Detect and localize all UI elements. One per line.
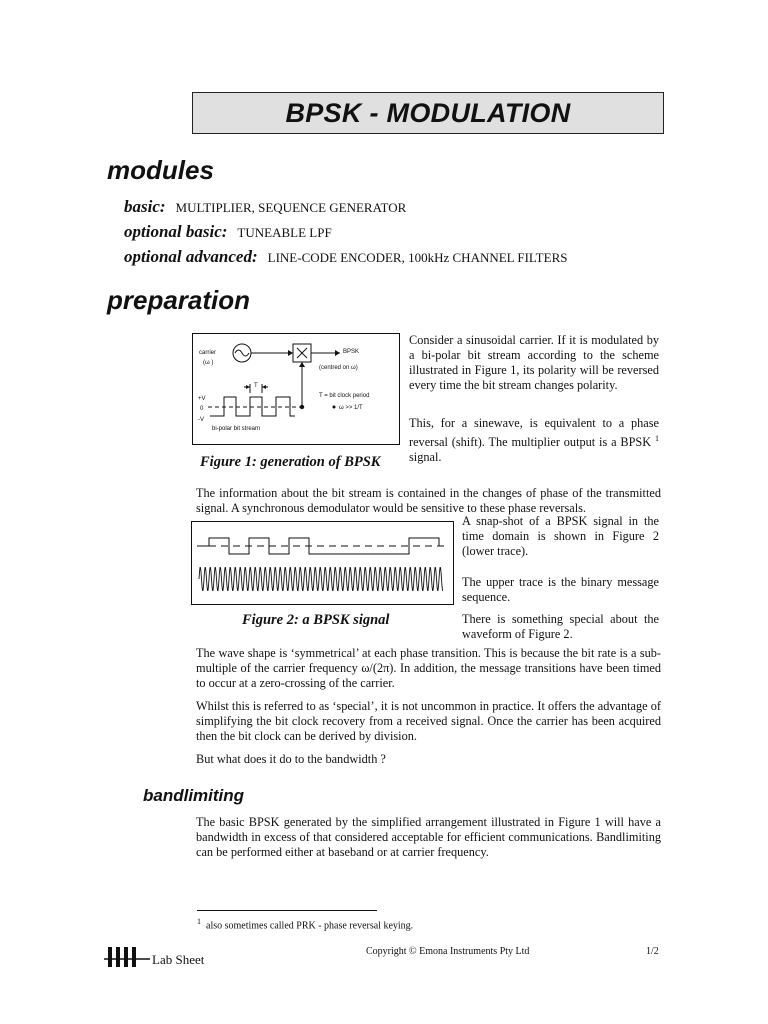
fig1-t-label: T [254,383,258,389]
footnote-text: also sometimes called PRK - phase reversal keying. [206,920,414,932]
footnote [197,917,413,931]
fig1-centred-label: (centred on ω) [319,365,358,371]
figure2-caption: Figure 2: a BPSK signal [242,612,390,628]
bpsk-trace [199,568,443,591]
basic-value: MULTIPLIER, SEQUENCE GENERATOR [175,200,407,215]
fig1-bitstream-label: bi-polar bit stream [212,426,261,432]
prep-para-7: The wave shape is ‘symmetrical’ at each phase transition. This is because the bit rate is a sub-multiple of the carrier frequency ω/(2π). In addition, the message transitions have been timed to occur at a zero-crossing of the carrier. [196,646,661,690]
fig1-bpsk-label: BPSK [343,349,360,355]
heading-preparation: preparation [107,285,251,315]
prep-para-6: There is something special about the waveform of Figure 2. [462,612,659,641]
figure1-caption: Figure 1: generation of BPSK [200,454,381,470]
fig1-omega-rel: ω >> 1/T [339,405,363,411]
prep-para-3: The information about the bit stream is contained in the changes of phase of the transmitted signal. A synchronous demodulator would be sensitive to these phase reversals. [196,486,661,515]
prep-para-2a: This, for a sinewave, is equivalent to a phase reversal (shift). The multiplier output is a BPSK [409,416,659,450]
title-box [192,92,664,134]
optional-basic-value: TUNEABLE LPF [237,225,332,240]
prep-para-2 [409,416,659,465]
fig1-carrier-label: carrier [199,350,217,356]
modules-optional-advanced [124,247,567,267]
modules-basic [124,197,406,217]
basic-label: basic: [124,197,166,216]
heading-modules: modules [107,155,214,185]
fig1-minusv: -V [198,417,204,423]
heading-bandlimiting: bandlimiting [143,786,245,805]
fig1-zero: 0 [200,406,204,412]
prep-para-8: Whilst this is referred to as ‘special’, it is not uncommon in practice. It offers the advantage of simplifying the bit clock recovery from a received signal. Once the carrier has been acquired then the bit clock can be derived by division. [196,699,661,743]
optional-advanced-label: optional advanced: [124,247,258,266]
footnote-num: 1 [197,917,201,926]
optional-advanced-value: LINE-CODE ENCODER, 100kHz CHANNEL FILTERS [267,250,568,265]
fig1-omega-label: (ω ) [203,360,214,366]
figure2-diagram [191,521,454,605]
page-number: 1/2 [646,946,659,957]
bandlimiting-para: The basic BPSK generated by the simplified arrangement illustrated in Figure 1 will have a bandwidth in excess of that considered acceptable for efficient communications. Bandlimiting can be performed either at baseband or at carrier frequency. [196,815,661,859]
emona-logo-icon [104,945,150,969]
prep-para-9: But what does it do to the bandwidth ? [196,752,386,766]
prep-para-1: Consider a sinusoidal carrier. If it is modulated by a bi-polar bit stream according to the scheme illustrated in Figure 1, its polarity will be reversed every time the bit stream changes polarity. [409,333,659,392]
figure1-diagram [192,333,400,445]
prep-para-4: A snap-shot of a BPSK signal in the time domain is shown in Figure 2 (lower trace). [462,514,659,558]
optional-basic-label: optional basic: [124,222,228,241]
fig1-plusv: +V [198,396,206,402]
modules-optional-basic [124,222,332,242]
prep-para-2b: signal. [409,450,442,465]
fig1-tdef: T = bit clock period [319,393,370,399]
page-title: BPSK - MODULATION [285,97,571,128]
lab-sheet-label: Lab Sheet [152,952,205,967]
footnote-rule [197,910,377,911]
prep-para-5: The upper trace is the binary message sequence. [462,575,659,604]
copyright: Copyright © Emona Instruments Pty Ltd [366,946,530,957]
footnote-ref: 1 [655,434,659,443]
